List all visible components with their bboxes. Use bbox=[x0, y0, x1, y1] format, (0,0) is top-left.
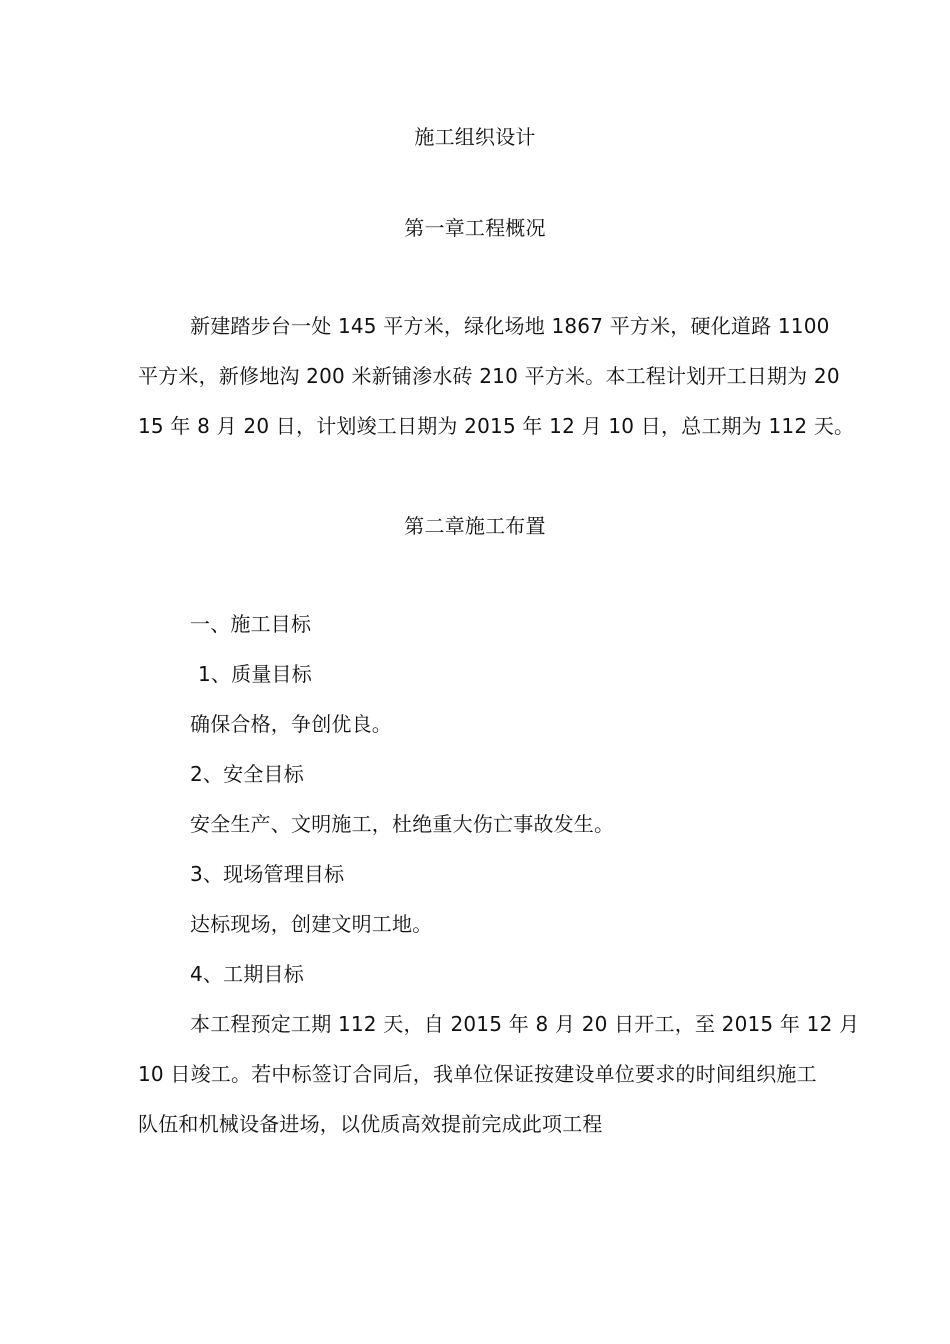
overview-paragraph-line: 平方米，新修地沟 200 米新铺渗水砖 210 平方米。本工程计划开工日期为 20 bbox=[138, 364, 840, 388]
schedule-paragraph-line: 10 日竣工。若中标签订合同后，我单位保证按建设单位要求的时间组织施工 bbox=[138, 1062, 817, 1086]
goal-heading-site-management: 3、现场管理目标 bbox=[190, 862, 345, 886]
overview-paragraph-line: 新建踏步台一处 145 平方米，绿化场地 1867 平方米，硬化道路 1100 bbox=[190, 314, 830, 338]
chapter-1-heading: 第一章工程概况 bbox=[404, 216, 546, 240]
goal-text-site-management: 达标现场，创建文明工地。 bbox=[190, 912, 433, 936]
overview-paragraph-line: 15 年 8 月 20 日，计划竣工日期为 2015 年 12 月 10 日，总工期为 112 天。 bbox=[138, 414, 855, 438]
goal-text-quality: 确保合格，争创优良。 bbox=[190, 712, 392, 736]
goal-text-safety: 安全生产、文明施工，杜绝重大伤亡事故发生。 bbox=[190, 812, 615, 836]
schedule-paragraph-line: 本工程预定工期 112 天，自 2015 年 8 月 20 日开工，至 2015 年 12 月 bbox=[190, 1012, 860, 1036]
goal-heading-quality: 1、质量目标 bbox=[198, 662, 312, 686]
goal-heading-schedule: 4、工期目标 bbox=[190, 962, 304, 986]
schedule-paragraph-line: 队伍和机械设备进场，以优质高效提前完成此项工程 bbox=[138, 1112, 603, 1136]
goal-heading-safety: 2、安全目标 bbox=[190, 762, 304, 786]
section-heading-construction-goals: 一、施工目标 bbox=[190, 612, 312, 636]
document-title: 施工组织设计 bbox=[414, 125, 536, 149]
chapter-2-heading: 第二章施工布置 bbox=[404, 514, 546, 538]
